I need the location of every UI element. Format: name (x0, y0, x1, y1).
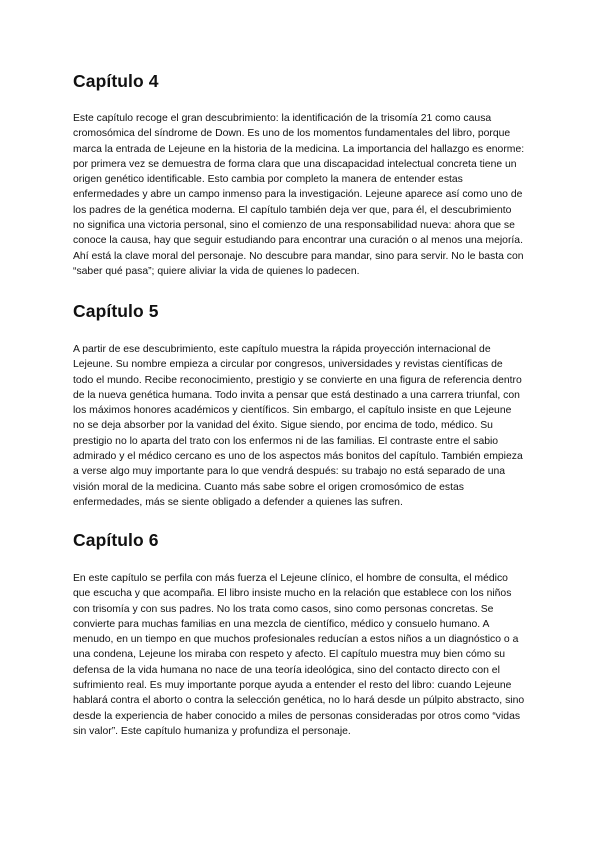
chapter-6-section (73, 530, 525, 739)
chapter-paragraph: A partir de ese descubrimiento, este capítulo muestra la rápida proyección internacional de Lejeune. Su nombre empieza a circular por congresos, universidades y revistas científicas de todo el mundo. Recibe reconocimiento, prestigio y se convierte en una figura de referencia dentro de la nueva genética humana. Todo invita a pensar que está destinado a una carrera triunfal, con los máximos honores académicos y científicos. Sin embargo, el capítulo insiste en que Lejeune no se deja absorber por la vanidad del éxito. Sigue siendo, por encima de todo, médico. Su prestigio no lo aparta del trato con los enfermos ni de las familias. El contraste entre el sabio admirado y el médico cercano es uno de los aspectos más bonitos del capítulo. También empieza a verse algo muy importante para lo que vendrá después: su trabajo no está separado de una visión moral de la medicina. Cuanto más sabe sobre el origen cromosómico de estas enfermedades, más se siente obligado a defender a quienes las sufren. (73, 344, 523, 508)
chapter-4-section (73, 71, 525, 279)
chapter-5-section (73, 301, 525, 510)
chapter-paragraph: En este capítulo se perfila con más fuerza el Lejeune clínico, el hombre de consulta, el médico que escucha y que acompaña. El libro insiste mucho en la relación que establece con los niños con trisomía y con sus padres. No los trata como casos, sino como personas concretas. Se convierte para muchas familias en una mezcla de científico, médico y consuelo humano. A menudo, en un tiempo en que muchos profesionales reducían a estos niños a un diagnóstico o a una condena, Lejeune los miraba con respeto y afecto. El capítulo muestra muy bien cómo su defensa de la vida humana no nace de una teoría ideológica, sino del contacto directo con el sufrimiento real. Es muy importante porque ayuda a entender el resto del libro: cuando Lejeune hablará contra el aborto o contra la selección genética, no lo hará desde un púlpito abstracto, sino desde la experiencia de haber conocido a miles de personas consideradas por otros como “vidas sin valor”. Este capítulo humaniza y profundiza el personaje. (73, 573, 525, 737)
chapter-heading: Capítulo 6 (73, 530, 159, 550)
chapter-heading: Capítulo 5 (73, 301, 159, 321)
chapter-heading: Capítulo 4 (73, 71, 159, 91)
chapter-paragraph: Este capítulo recoge el gran descubrimiento: la identificación de la trisomía 21 como causa cromosómica del síndrome de Down. Es uno de los momentos fundamentales del libro, porque marca la entrada de Lejeune en la historia de la medicina. La importancia del hallazgo es enorme: por primera vez se demuestra de forma clara que una discapacidad intelectual concreta tiene un origen genético identificable. Esto cambia por completo la manera de entender estas enfermedades y abre un campo inmenso para la investigación. Lejeune aparece así como uno de los padres de la genética moderna. El capítulo también deja ver que, para él, el descubrimiento no significa una victoria personal, sino el comienzo de una responsabilidad nueva: ahora que se conoce la causa, hay que seguir estudiando para encontrar una curación o al menos una mejoría. Ahí está la clave moral del personaje. No descubre para mandar, sino para servir. No le basta con “saber qué pasa”; quiere aliviar la vida de quienes lo padecen. (73, 113, 525, 277)
